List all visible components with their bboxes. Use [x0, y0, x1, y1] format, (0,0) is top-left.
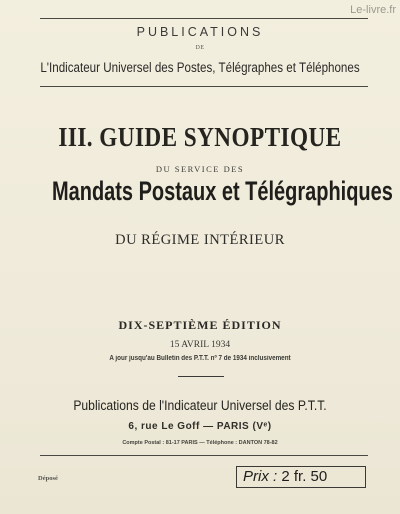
publications-heading: PUBLICATIONS [136, 25, 264, 39]
publisher-contact: Compte Postal : 81-17 PARIS — Téléphone : DANTON 78-82 [122, 440, 278, 446]
regime-subtitle: DU RÉGIME INTÉRIEUR [115, 232, 285, 248]
connector-de: DE [195, 45, 205, 51]
mandats-title: Mandats Postaux et Télégraphiques [52, 176, 393, 206]
indicateur-title: L'Indicateur Universel des Postes, Télégraphes et Téléphones [40, 60, 360, 75]
depose-label: Déposé [38, 475, 58, 482]
publisher-name: Publications de l'Indicateur Universel des P.T.T. [73, 398, 327, 413]
edition-label: DIX-SEPTIÈME ÉDITION [118, 318, 282, 332]
watermark: Le-livre.fr [350, 4, 396, 16]
price-value: 2 fr. 50 [281, 468, 328, 485]
guide-title: III. GUIDE SYNOPTIQUE [58, 122, 342, 152]
price-box [236, 466, 366, 488]
footer-rule [40, 455, 368, 456]
du-service-label: DU SERVICE DES [155, 164, 245, 174]
edition-date: 15 AVRIL 1934 [169, 340, 231, 350]
publisher-address: 6, rue Le Goff — PARIS (Vᵉ) [128, 421, 272, 432]
separator-rule [178, 376, 224, 377]
update-note: A jour jusqu'au Bulletin des P.T.T. nº 7 de 1934 inclusivement [109, 355, 291, 362]
price-label: Prix : [243, 468, 278, 485]
header-rule [40, 86, 368, 87]
top-rule [40, 18, 368, 19]
